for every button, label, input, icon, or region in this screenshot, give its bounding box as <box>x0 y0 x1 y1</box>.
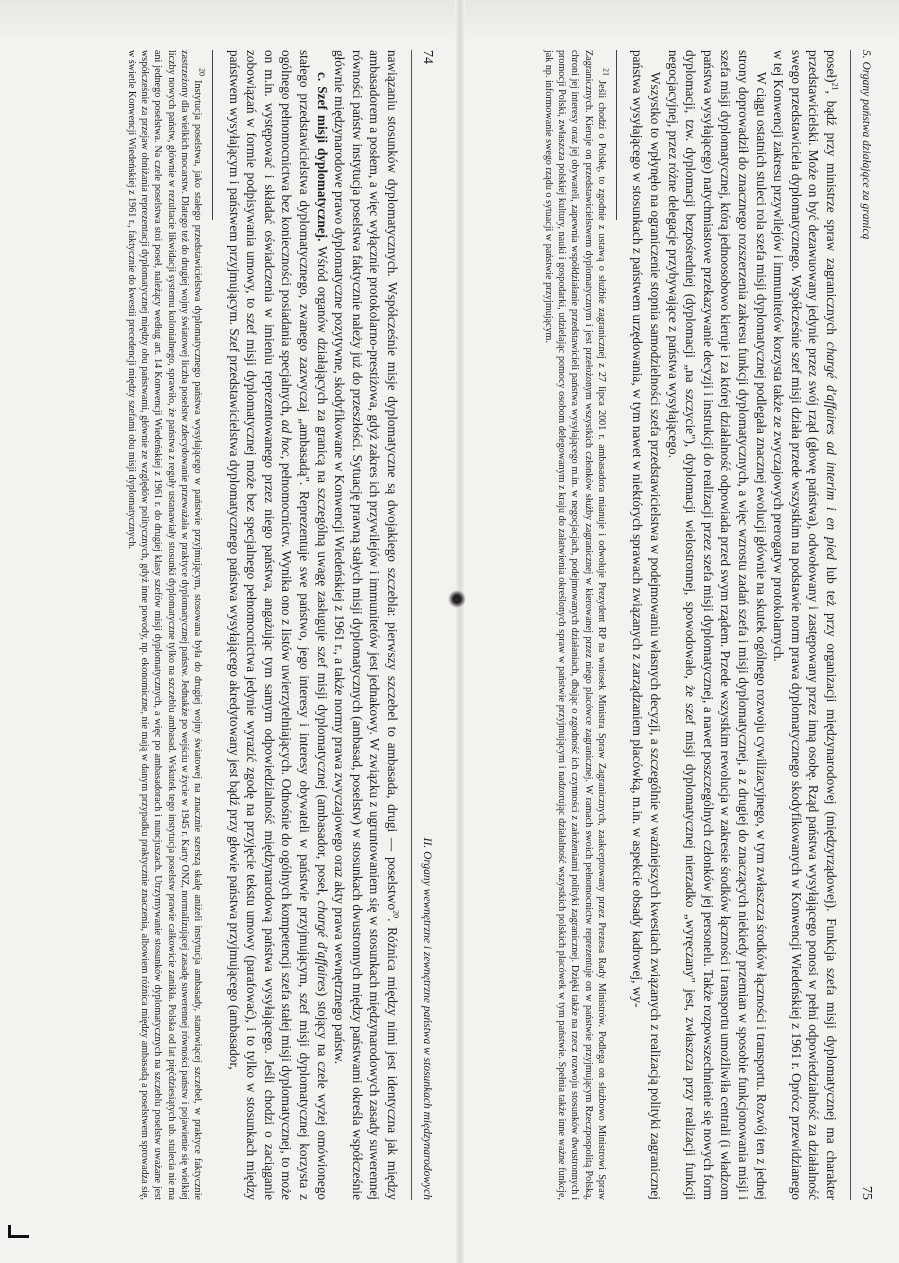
corner-crop-mark <box>8 1225 29 1238</box>
footnote-separator <box>616 50 617 220</box>
page-74 <box>41 50 436 1200</box>
running-title: II. Organy wewnętrzne i zewnętrzne państwa w stosunkach międzynarodowych <box>421 837 433 1200</box>
page-number: 74 <box>420 50 435 64</box>
paragraph: poseł)$^{21}$, bądź przy ministrze spraw zagranicznych chargé d'affaires ad interim i en pied lub też przy organizacji międzynarodowej (międzyrządowej). Funkcja szefa misji dyplomatycznej ma charakter przedstawicielski. Może on być dezawuowany jedynie przez swój rząd (głowę państwa), odwołowany i zastępowany przez inną osobę. Rząd państwa wysyłającego ponosi w pełni odpowiedzialność za działalność swego przedstawiciela dyplomatycznego. Współcześnie szef misji działa przede wszystkim na podstawie norm prawa dyplomatycznego skodyfikowanych w Konwencji Wiedeńskiej z 1961 r. Oprócz przewidzianego w tej Konwencji zakresu przywilejów i immunitetów korzysta także ze zwyczajowych prerogatyw protokolarnych. <box>771 50 840 1200</box>
footnote-separator <box>212 50 213 220</box>
footnotes <box>125 50 207 1200</box>
section-heading: c. Szef misji dyplomatycznej. <box>314 72 330 242</box>
running-title: 5. Organy państwa działające za granicą <box>860 50 872 240</box>
footnotes <box>542 50 611 1200</box>
footnote: $^{20}$ Instytucja poselstwa, jako stałego przedstawicielstwa dyplomatycznego państwa wysyłającego w państwie przyjmującym, stosowana była do drugiej wojny światowej na znacznie szerszą skalę aniżeli instytucja ambasady, stanowiącej szczebel, w praktyce faktycznie zastrzeżony dla wielkich mocarstw. Dlatego też do drugiej wojny światowej liczba poselstw zdecydowanie przeważała w praktyce dyplomatycznej państw. Jednakże po wejściu w życie w 1945 r. Karty ONZ, normalizującej zasadę suwerennej równości państw i pojawienie się wielkiej liczby nowych państw, głównie w rezultacie likwidacji systemu kolonialnego, sprawiło, że państwa z reguły ustanawiały stosunki dyplomatyczne tylko na szczeblu ambasad. Wskutek tego instytucja poselstw prawie całkowicie zanikła. Polska od lat pięćdziesiątych ub. stulecia nie ma ani jednego poselstwa. Na czele poselstwa stoi poseł, należący według art. 14 Konwencji Wiedeńskiej z 1961 r. do drugiej klasy szefów misji dyplomatycznych, a więc po ambasadorach i nuncjuszach. Utrzymywanie stosunków dyplomatycznych na szczeblu poselstw uważane jest współcześnie za przejaw obniżania reprezentacji dyplomatycznej między obu państwami, głównie ze względów politycznych, gdyż inne powody, np. ekonomiczne, nie mają w danym przypadku praktycznie znaczenia, albowiem różnica między ambasadą a poselstwem sprowadza się, w świetle Konwencji Wiedeńskiej z 1961 r., faktycznie do kwestii precedencji między szefami obu misji dyplomatycznych. <box>126 50 207 1200</box>
paragraph: Wszystko to wpłynęło na ograniczenie stopnia samodzielności szefa przedstawicielstwa w podejmowaniu własnych decyzji, a szczególnie w ważniejszych kwestiach związanych z realizacją polityki zagranicznej państwa wysyłającego w stosunkach z państwem urzędowania, w tym nawet w niektórych sprawach związanych z zarządzaniem placówką, m.in. w aspekcie obsady kadrowej, wy- <box>630 50 664 1200</box>
footnote-ref[interactable]: 21 <box>830 82 840 91</box>
paragraph: c. Szef misji dyplomatycznej. Wśród organów działających za granicą na szczególną uwagę zasługuje szef misji dyplomatycznej (ambasador, poseł, chargé d'affaires) stojący na czele wyżej omówionego stałego przedstawicielstwa dyplomatycznego, zwanego zazwyczaj „ambasadą". Reprezentuje swe państwo, jego interesy i interesy obywateli w państwie przyjmującym, szef misji dyplomatycznej korzysta z ogólnego pełnomocnictwa bez konieczności posiadania specjalnych, ad hoc, pełnomocnictw. Wynika ono z listów uwierzytelniających. Odnośnie do ogólnych kompetencji szefa stałej misji dyplomatycznej, to może on m.in. występować i składać oświadczenia w imieniu reprezentowanego przez niego państwa, angażując tym samym odpowiedzialność międzynarodową państwa wysyłającego. Jeśli chodzi o zaciąganie zobowiązań w formie podpisywania umowy, to szef misji dyplomatycznej może bez specjalnego pełnomocnictwa jedynie wyrazić zgodę na przyjęcie tekstu umowy (parafować), i to tylko w stosunkach między państwem wysyłającym i państwem przyjmującym. Szef przedstawicielstwa dyplomatycznego państwa wysyłającego akredytowany jest bądź przy głowie państwa przyjmującego (ambasador, <box>226 50 330 1200</box>
body-text <box>629 50 840 1200</box>
running-head <box>411 50 436 1200</box>
footnote: $^{21}$ Jeśli chodzi o Polskę, to zgodnie z ustawą o służbie zagranicznej z 27 lipca 2001 r. ambasadora mianuje i odwołuje Prezydent RP na wniosek Ministra Spraw Zagranicznych, zaakceptowany przez Prezesa Rady Ministrów. Podlega on służbowo Ministrowi Spraw Zagranicznych. Kieruje on przedstawicielstwem dyplomatycznym i jest przełożonym wszystkich członków służby zagranicznej w kierowanej przez niego placówce zagranicznej. W ramach swoich pełnomocnictw reprezentuje on w państwie przyjmującym Rzeczpospolitą Polską, chroni jej interesy oraz jej obywateli, zapewnia współdziałanie przedstawicieli państwa wysyłającego m.in. w negocjacjach, podejmowanych działaniach, dbając o zgodność ich czynności z założeniami polityki zagranicznej. Dzięki także na rzecz rozwoju stosunków dwustronnych i promocji Polski, zwłaszcza polskiej kultury, nauki i gospodarki, udzielając pomocy osobom delegowanym z kraju do załatwienia określonych spraw w państwie przyjmującym i nadzorując działalność wszystkich polskich placówek w tym państwie. Spełnia także inne ważne funkcje, jak np. informowanie swego rządu o sytuacji w państwie przyjmującym. <box>543 50 611 1200</box>
footnote-number: 20 <box>197 68 207 76</box>
scan-edge <box>0 0 899 40</box>
running-head <box>850 50 875 1200</box>
body-text <box>225 50 401 1200</box>
footnote-ref[interactable]: 20 <box>391 910 401 919</box>
footnote-number: 21 <box>601 68 611 76</box>
scan-artifact <box>448 590 466 608</box>
paragraph: nawiązaniu stosunków dyplomatycznych. Współcześnie misje dyplomatyczne są dwojakiego szczebla: pierwszy szczebel to ambasada, drugi — poselstwo$^{20}$. Różnica między nimi jest identyczna jak między ambasadorem a posłem, a więc wyłącznie protokolarno-prestiżowa, gdyż zakres ich przywilejów i immunitetów jest jednakowy. W związku z ugruntowaniem się w stosunkach międzynarodowych zasady suwerennej równości państw instytucja poselstwa faktycznie należy już do przeszłości. Sytuację prawną stałych misji dyplomatycznych (ambasad, poselstw) w stosunkach dwustronnych między państwami określa współcześnie głównie międzynarodowe prawo dyplomatyczne pozytywne, skodyfikowane w Konwencji Wiedeńskiej z 1961 r., a także normy prawa zwyczajowego oraz akty prawa wewnętrznego państw. <box>332 50 401 1200</box>
page-75 <box>480 50 875 1200</box>
paragraph: W ciągu ostatnich stuleci rola szefa misji dyplomatycznej podlegała znacznej ewolucji głównie na skutek ogólnego rozwoju cywilizacyjnego, w tym zwłaszcza środków łączności i transportu. Rozwój ten z jednej strony doprowadził do znacznego rozszerzenia zakresu funkcji dyplomatycznych, a więc wzrostu zadań szefa i misji dyplomatycznej, a z drugiej do znaczących niekiedy przemian w sposobie funkcjonowania misji i szefa misji dyplomatycznej, którą jednoosobowo kieruje i za której działalność odpowiada przed swym rządem. Przede wszystkim rewolucja w zakresie środków łączności i transportu umożliwiła centrali (i władzom państwa wysyłającego) natychmiastowe przekazywanie decyzji i instrukcji do realizacji przez szefa misji dyplomatycznej, a nawet poszczególnych członków jej personelu. Także rozpowszechnienie się nowych form dyplomacji, tzw. dyplomacji bezpośredniej (dyplomacji „na szczycie"), dyplomacji wielostronnej, spowodowało, że szef misji dyplomatycznej nierzadko „wyręczany" jest, zwłaszcza przy realizacji funkcji negocjacyjnej, przez różne delegacje przybywające z państwa wysyłającego. <box>665 50 769 1200</box>
book-spine <box>455 0 465 1263</box>
page-number: 75 <box>859 1186 874 1200</box>
